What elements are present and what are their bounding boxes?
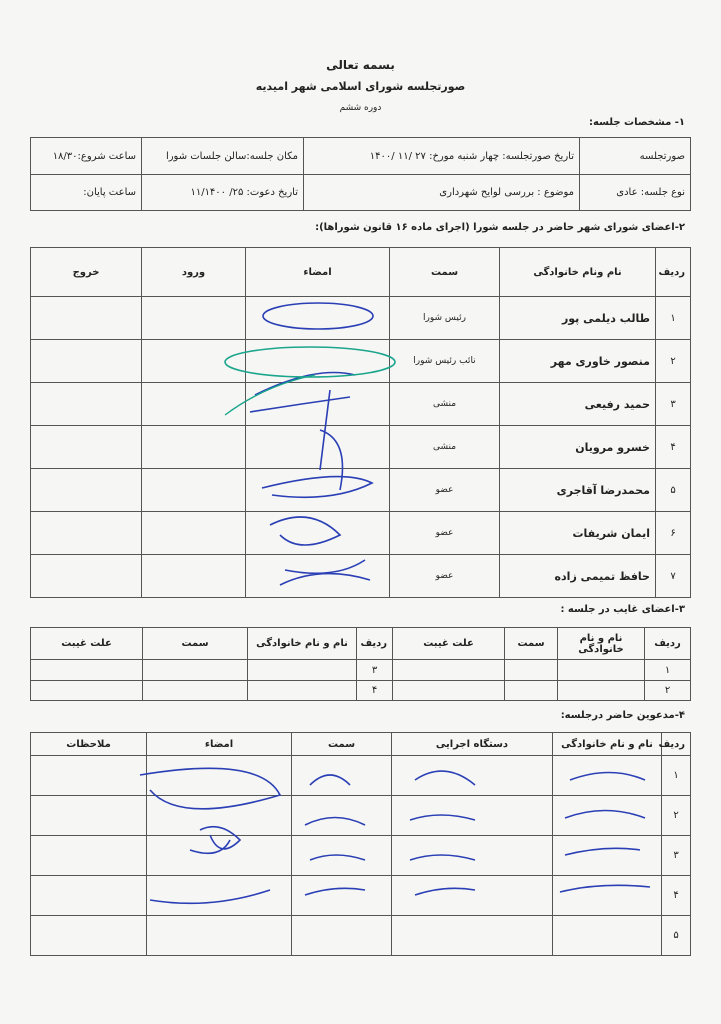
row-number: ۴: [662, 876, 691, 916]
section1-title: ۱- مشخصات جلسه:: [589, 117, 685, 128]
table-row: [31, 555, 691, 598]
table-row: [31, 660, 691, 681]
signature-cell: [246, 555, 390, 598]
member-role: عضو: [390, 555, 500, 598]
table-row: [31, 836, 691, 876]
row-number: ۱: [662, 756, 691, 796]
cell: نوع جلسه: عادی: [580, 175, 691, 211]
member-name: طالب دیلمی پور: [500, 297, 656, 340]
member-name: ایمان شریفات: [500, 512, 656, 555]
header-cell: امضاء: [147, 733, 292, 756]
exit-cell: [31, 340, 142, 383]
row-number: ۴: [357, 681, 393, 701]
table-row: [31, 876, 691, 916]
row-number: ۳: [662, 836, 691, 876]
section2-title: ۲-اعضای شورای شهر حاضر در جلسه شورا (اجرای ماده ۱۶ قانون شوراها):: [315, 222, 685, 233]
exit-cell: [31, 383, 142, 426]
member-role: رئیس شورا: [390, 297, 500, 340]
cell: صورتجلسه: [580, 138, 691, 175]
present-members-table: [30, 247, 691, 598]
exit-cell: [31, 297, 142, 340]
term-label: دوره ششم: [339, 103, 382, 113]
member-role: عضو: [390, 469, 500, 512]
entry-cell: [142, 512, 246, 555]
row-number: ۳: [656, 383, 691, 426]
header-cell: ردیف: [357, 628, 393, 660]
entry-cell: [142, 383, 246, 426]
header-invocation: بسمه تعالی: [326, 58, 395, 72]
cell: مکان جلسه:سالن جلسات شورا: [142, 138, 304, 175]
signature-cell: [246, 469, 390, 512]
table-row: [31, 340, 691, 383]
absent-members-table: [30, 627, 691, 701]
entry-cell: [142, 469, 246, 512]
cell: ساعت پایان:: [31, 175, 142, 211]
row-number: ۴: [656, 426, 691, 469]
member-name: محمدرضا آقاجری: [500, 469, 656, 512]
header-cell: ردیف: [645, 628, 691, 660]
row-number: ۱: [656, 297, 691, 340]
member-role: نائب رئیس شورا: [390, 340, 500, 383]
header-cell: نام و نام خانوادگی: [553, 733, 662, 756]
cell: تاریخ صورتجلسه: چهار شنبه مورخ: ۲۷ /۱۱ /۱۴۰۰: [304, 138, 580, 175]
table-row: [31, 916, 691, 956]
table-row: [31, 681, 691, 701]
table-row: [31, 297, 691, 340]
section4-title: ۴-مدعوین حاضر درجلسه:: [560, 710, 685, 721]
signature-cell: [246, 383, 390, 426]
header-cell: ردیف: [662, 733, 691, 756]
row-number: ۲: [662, 796, 691, 836]
row-number: ۲: [656, 340, 691, 383]
row-number: ۵: [656, 469, 691, 512]
signature-cell: [246, 512, 390, 555]
header-cell: سمت: [143, 628, 248, 660]
signature-cell: [246, 426, 390, 469]
entry-cell: [142, 555, 246, 598]
header-cell: سمت: [505, 628, 558, 660]
exit-cell: [31, 426, 142, 469]
header-cell: نام و نام خانوادگی: [558, 628, 645, 660]
signature-cell: [246, 297, 390, 340]
header-cell: نام و نام خانوادگی: [248, 628, 357, 660]
table-row: [31, 426, 691, 469]
header-cell: نام ونام خانوادگی: [500, 248, 656, 297]
header-cell: امضاء: [246, 248, 390, 297]
member-name: حمید رفیعی: [500, 383, 656, 426]
exit-cell: [31, 469, 142, 512]
document-title: صورتجلسه شورای اسلامی شهر امیدیه: [255, 80, 466, 93]
table-row: [31, 796, 691, 836]
member-role: منشی: [390, 426, 500, 469]
section3-title: ۳-اعضای غایب در جلسه :: [560, 604, 685, 615]
exit-cell: [31, 512, 142, 555]
header-cell: ورود: [142, 248, 246, 297]
header-cell: ردیف: [656, 248, 691, 297]
invitees-table: [30, 732, 691, 956]
table-row: [31, 756, 691, 796]
header-cell: علت غیبت: [31, 628, 143, 660]
member-name: خسرو مرویان: [500, 426, 656, 469]
exit-cell: [31, 555, 142, 598]
entry-cell: [142, 426, 246, 469]
table-row: [31, 469, 691, 512]
row-number: ۳: [357, 660, 393, 681]
row-number: ۵: [662, 916, 691, 956]
header-cell: دستگاه اجرایی: [392, 733, 553, 756]
header-cell: علت غیبت: [393, 628, 505, 660]
table-row: [31, 383, 691, 426]
cell: تاریخ دعوت: ۲۵/ ۱۱/۱۴۰۰: [142, 175, 304, 211]
member-role: عضو: [390, 512, 500, 555]
meeting-details-table: [30, 137, 691, 211]
row-number: ۱: [645, 660, 691, 681]
row-number: ۲: [645, 681, 691, 701]
member-name: منصور خاوری مهر: [500, 340, 656, 383]
header-cell: سمت: [390, 248, 500, 297]
header-cell: ملاحظات: [31, 733, 147, 756]
cell: ساعت شروع:۱۸/۳۰: [31, 138, 142, 175]
table-row: [31, 512, 691, 555]
entry-cell: [142, 297, 246, 340]
member-role: منشی: [390, 383, 500, 426]
row-number: ۷: [656, 555, 691, 598]
cell: موضوع : بررسی لوایح شهرداری: [304, 175, 580, 211]
header-cell: خروج: [31, 248, 142, 297]
row-number: ۶: [656, 512, 691, 555]
header-cell: سمت: [292, 733, 392, 756]
entry-cell: [142, 340, 246, 383]
signature-cell: [246, 340, 390, 383]
member-name: حافظ تمیمی زاده: [500, 555, 656, 598]
